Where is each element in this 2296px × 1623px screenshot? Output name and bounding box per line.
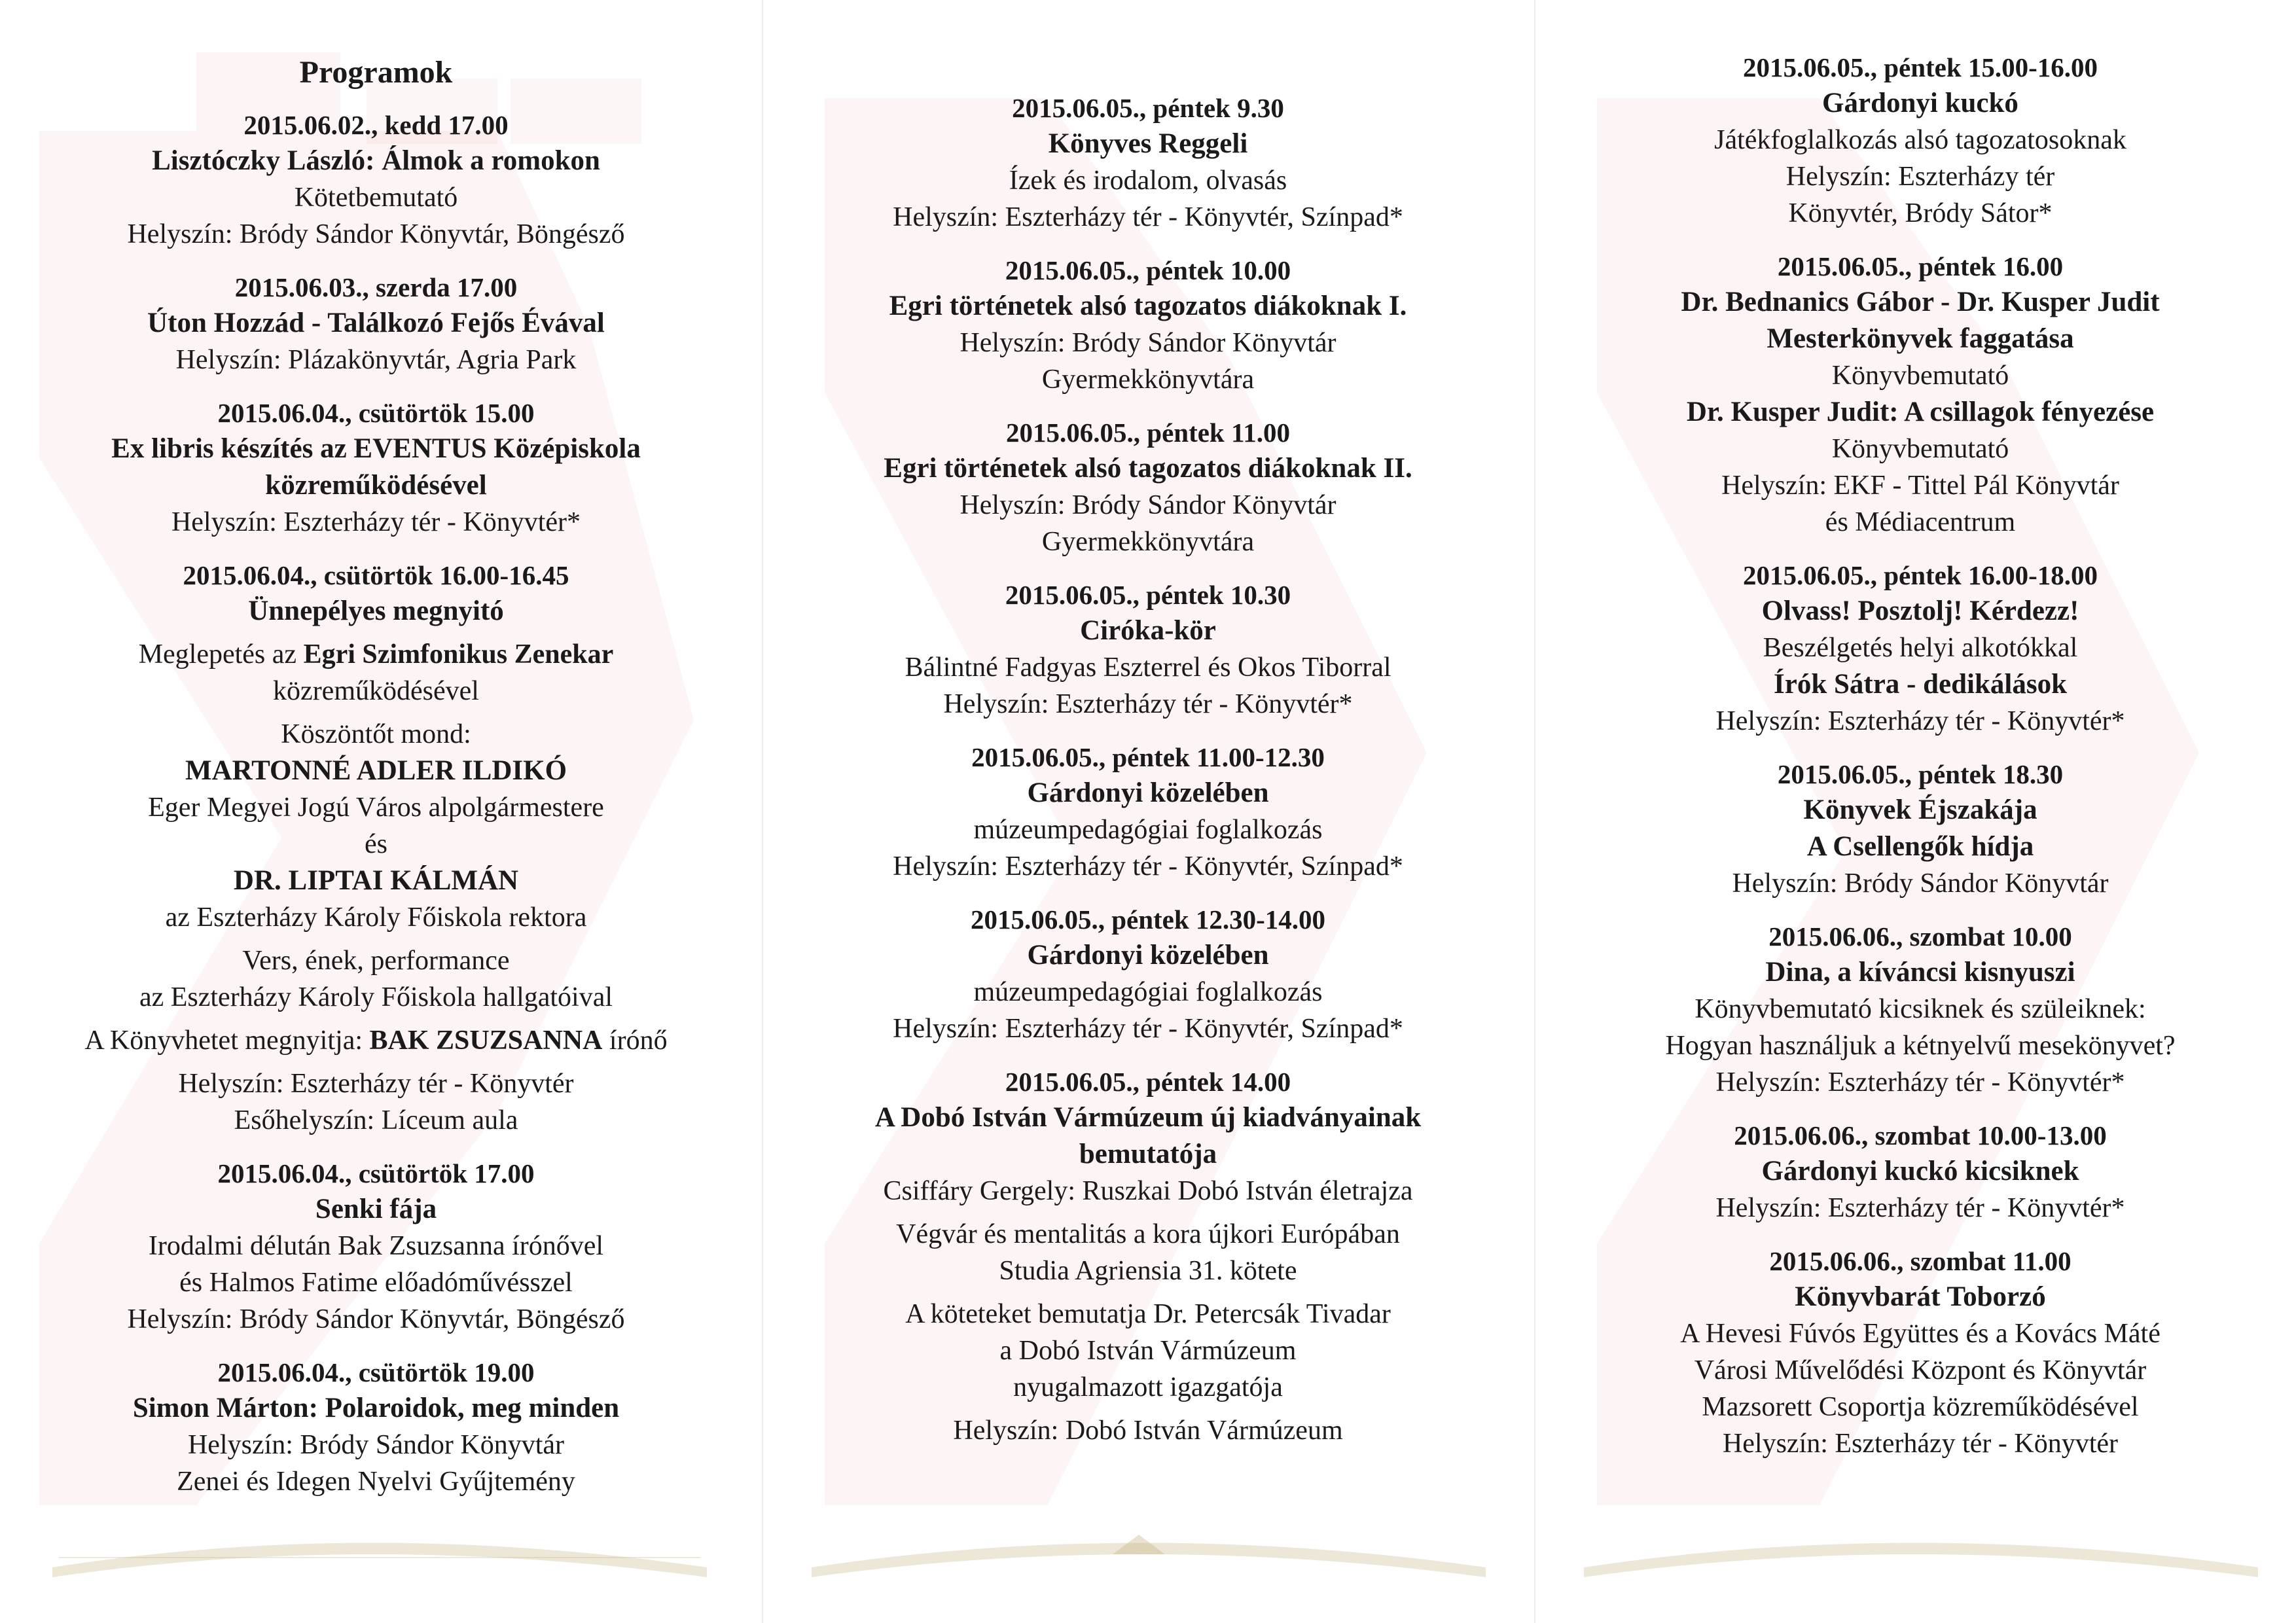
event-date: 2015.06.05., péntek 10.00 (1005, 255, 1291, 285)
event-title: Könyvbarát Toborzó (1795, 1281, 2046, 1312)
event-date: 2015.06.02., kedd 17.00 (243, 110, 509, 140)
event-title: Gárdonyi kuckó kicsiknek (1761, 1156, 2079, 1186)
event-title: Ünnepélyes megnyitó (248, 596, 504, 626)
event-item (1577, 1118, 2263, 1226)
event-venue: Helyszín: Bródy Sándor Könyvtár (187, 1430, 565, 1460)
event-desc: a Dobó István Vármúzeum (999, 1336, 1297, 1366)
event-desc: Játékfoglalkozás alsó tagozatosoknak (1714, 125, 2126, 155)
event-desc: múzeumpedagógiai foglalkozás (973, 815, 1323, 845)
event-item (1577, 558, 2263, 740)
event-desc: Studia Agriensia 31. kötete (999, 1256, 1297, 1286)
event-venue: Helyszín: Bródy Sándor Könyvtár, Böngésző (127, 1304, 625, 1334)
conjunction: és (365, 829, 387, 859)
event-desc: múzeumpedagógiai foglalkozás (973, 977, 1323, 1007)
event-title: Úton Hozzád - Találkozó Fejős Évával (147, 308, 605, 338)
event-title: Gárdonyi közelében (1027, 940, 1269, 971)
event-date: 2015.06.06., szombat 10.00-13.00 (1734, 1120, 2107, 1150)
event-title: Senki fája (315, 1194, 437, 1224)
event-item (33, 1355, 719, 1500)
event-date: 2015.06.06., szombat 10.00 (1768, 921, 2072, 952)
event-item (1577, 249, 2263, 541)
event-title: Írók Sátra - dedikálások (1774, 669, 2067, 700)
event-title: Dr. Bednanics Gábor - Dr. Kusper Judit (1681, 287, 2160, 317)
event-item (33, 1156, 719, 1338)
speaker-name: DR. LIPTAI KÁLMÁN (233, 865, 519, 896)
event-venue: Helyszín: Bródy Sándor Könyvtár (960, 490, 1336, 520)
speaker-name: MARTONNÉ ADLER ILDIKÓ (185, 755, 567, 786)
event-title: Egri történetek alsó tagozatos diákoknak II. (884, 453, 1412, 484)
event-item (805, 902, 1491, 1047)
event-title: Lisztóczky László: Álmok a romokon (152, 145, 600, 176)
event-venue: Helyszín: Eszterházy tér - Könyvtér, Színpad* (893, 851, 1403, 882)
event-desc: Könyvbemutató (1831, 361, 2009, 391)
event-date: 2015.06.05., péntek 16.00-18.00 (1742, 560, 2098, 590)
event-title: Mesterkönyvek faggatása (1767, 323, 2074, 354)
event-item (1577, 1243, 2263, 1462)
event-item (805, 740, 1491, 885)
event-desc: közreműködésével (273, 676, 479, 706)
event-date: 2015.06.04., csütörtök 15.00 (217, 398, 535, 428)
event-date: 2015.06.05., péntek 11.00 (1006, 418, 1290, 448)
event-date: 2015.06.04., csütörtök 19.00 (217, 1357, 535, 1387)
event-desc: Csiffáry Gergely: Ruszkai Dobó István életrajza (883, 1176, 1413, 1206)
speaker-role: az Eszterházy Károly Főiskola rektora (165, 902, 587, 933)
event-venue: Gyermekkönyvtára (1041, 527, 1255, 557)
event-desc: Könyvbemutató kicsiknek és szüleiknek: (1695, 994, 2146, 1024)
opener-line (33, 1022, 719, 1059)
orchestra-name: Egri Szimfonikus Zenekar (303, 639, 614, 669)
event-desc: A Hevesi Fúvós Együttes és a Kovács Máté (1680, 1319, 2161, 1349)
event-desc: Kötetbemutató (294, 183, 458, 213)
fold-line (762, 0, 763, 1623)
event-item (1577, 757, 2263, 902)
text: A Könyvhetet megnyitja: (84, 1026, 363, 1056)
event-desc: Köszöntőt mond: (281, 719, 471, 749)
event-desc: az Eszterházy Károly Főiskola hallgatóival (139, 982, 613, 1012)
event-item (805, 253, 1491, 398)
event-title: Simon Márton: Polaroidok, meg minden (132, 1393, 620, 1423)
event-venue: Helyszín: Eszterházy tér - Könyvtér* (943, 689, 1353, 719)
event-date: 2015.06.05., péntek 11.00-12.30 (971, 742, 1325, 772)
event-date: 2015.06.05., péntek 15.00-16.00 (1742, 52, 2098, 82)
event-venue: Gyermekkönyvtára (1041, 365, 1255, 395)
event-desc: Mazsorett Csoportja közreműködésével (1702, 1392, 2139, 1422)
event-venue: Helyszín: Bródy Sándor Könyvtár (960, 328, 1336, 358)
event-venue: Helyszín: Plázakönyvtár, Agria Park (175, 345, 577, 375)
panel-right (1545, 0, 2296, 1623)
event-venue: Zenei és Idegen Nyelvi Gyűjtemény (177, 1467, 575, 1497)
event-title: Ciróka-kör (1080, 615, 1216, 646)
event-venue: Helyszín: Eszterházy tér - Könyvtér* (1715, 1193, 2125, 1223)
event-venue-rain: Esőhelyszín: Líceum aula (234, 1105, 518, 1135)
event-date: 2015.06.05., péntek 12.30-14.00 (970, 904, 1326, 935)
event-date: 2015.06.04., csütörtök 17.00 (217, 1158, 535, 1188)
event-venue: Helyszín: Eszterházy tér - Könyvtér* (1715, 1067, 2125, 1097)
event-item (33, 107, 719, 253)
event-title: Könyvek Éjszakája (1803, 794, 2037, 825)
event-desc: A köteteket bemutatja Dr. Petercsák Tivadar (905, 1299, 1391, 1329)
event-item (1577, 919, 2263, 1101)
event-date: 2015.06.05., péntek 10.30 (1005, 580, 1291, 610)
event-venue: Helyszín: Eszterházy tér - Könyvtér* (171, 507, 581, 537)
speaker-role: Eger Megyei Jogú Város alpolgármestere (148, 793, 604, 823)
event-venue: Helyszín: Eszterházy tér - Könyvtér, Színpad* (893, 1014, 1403, 1044)
event-desc: Városi Művelődési Központ és Könyvtár (1694, 1355, 2147, 1385)
event-desc: Irodalmi délután Bak Zsuzsanna írónővel (148, 1231, 604, 1261)
event-title: Dina, a kíváncsi kisnyuszi (1765, 957, 2075, 988)
event-title: A Dobó István Vármúzeum új kiadványainak bemutatója (874, 1102, 1422, 1169)
event-date: 2015.06.05., péntek 16.00 (1777, 251, 2064, 281)
event-venue: Helyszín: Bródy Sándor Könyvtár, Böngésző (127, 219, 625, 249)
event-date: 2015.06.05., péntek 14.00 (1005, 1067, 1291, 1097)
event-date: 2015.06.05., péntek 18.30 (1777, 759, 2064, 789)
event-title: Gárdonyi kuckó (1822, 88, 2018, 118)
event-desc: Könyvbemutató (1831, 434, 2009, 464)
opener-name: BAK ZSUZSANNA (369, 1026, 603, 1056)
program-list-2 (805, 90, 1491, 1466)
event-desc: Hogyan használjuk a kétnyelvű mesekönyvet? (1665, 1031, 2176, 1061)
event-date: 2015.06.05., péntek 9.30 (1012, 93, 1284, 123)
event-title: Egri történetek alsó tagozatos diákoknak I. (889, 291, 1407, 321)
event-venue: Helyszín: Eszterházy tér - Könyvtér (178, 1069, 574, 1099)
event-title: Olvass! Posztolj! Kérdezz! (1761, 596, 2079, 626)
event-item (1577, 50, 2263, 232)
event-desc: és Halmos Fatime előadóművésszel (179, 1268, 573, 1298)
event-item (33, 270, 719, 378)
event-venue: Helyszín: Eszterházy tér - Könyvtér, Színpad* (893, 202, 1403, 232)
event-item (805, 415, 1491, 560)
event-venue: Helyszín: Eszterházy tér - Könyvtér* (1715, 706, 2125, 736)
event-item (805, 577, 1491, 722)
text: Meglepetés az (138, 639, 297, 669)
event-venue: Helyszín: Dobó István Vármúzeum (953, 1416, 1343, 1446)
panel-left (0, 0, 752, 1623)
event-item (805, 1064, 1491, 1449)
event-venue: Könyvtér, Bródy Sátor* (1788, 198, 2053, 228)
fold-line (1534, 0, 1535, 1623)
event-date: 2015.06.04., csütörtök 16.00-16.45 (183, 560, 569, 590)
event-venue: Helyszín: Bródy Sándor Könyvtár (1732, 868, 2109, 899)
event-desc: Bálintné Fadgyas Eszterrel és Okos Tiborral (905, 652, 1391, 683)
event-item-opening (33, 558, 719, 1139)
event-item (33, 395, 719, 541)
program-list-1 (33, 52, 719, 1517)
event-desc: nyugalmazott igazgatója (1013, 1372, 1283, 1402)
event-title: A Csellengők hídja (1806, 831, 2034, 862)
event-item (805, 90, 1491, 236)
event-venue: Helyszín: Eszterházy tér - Könyvtér (1722, 1429, 2119, 1459)
program-list-3 (1577, 50, 2263, 1479)
event-venue: és Médiacentrum (1825, 507, 2016, 537)
event-desc: Beszélgetés helyi alkotókkal (1763, 633, 2078, 663)
event-title: Gárdonyi közelében (1027, 777, 1269, 808)
event-desc: Vers, ének, performance (242, 946, 510, 976)
panel-middle (772, 0, 1524, 1623)
text: írónő (609, 1026, 668, 1056)
event-venue: Helyszín: Eszterházy tér (1785, 162, 2055, 192)
event-date: 2015.06.03., szerda 17.00 (234, 272, 518, 302)
event-title: Dr. Kusper Judit: A csillagok fényezése (1686, 397, 2155, 427)
event-desc: Ízek és irodalom, olvasás (1009, 166, 1287, 196)
event-title: Könyves Reggeli (1048, 128, 1248, 159)
event-desc (33, 636, 719, 673)
page-title: Programok (299, 55, 453, 90)
event-date: 2015.06.06., szombat 11.00 (1769, 1246, 2072, 1276)
event-desc: Végvár és mentalitás a kora újkori Európában (896, 1219, 1400, 1249)
event-title: Ex libris készítés az EVENTUS Középiskola közreműködésével (111, 433, 641, 501)
event-venue: Helyszín: EKF - Tittel Pál Könyvtár (1721, 471, 2119, 501)
